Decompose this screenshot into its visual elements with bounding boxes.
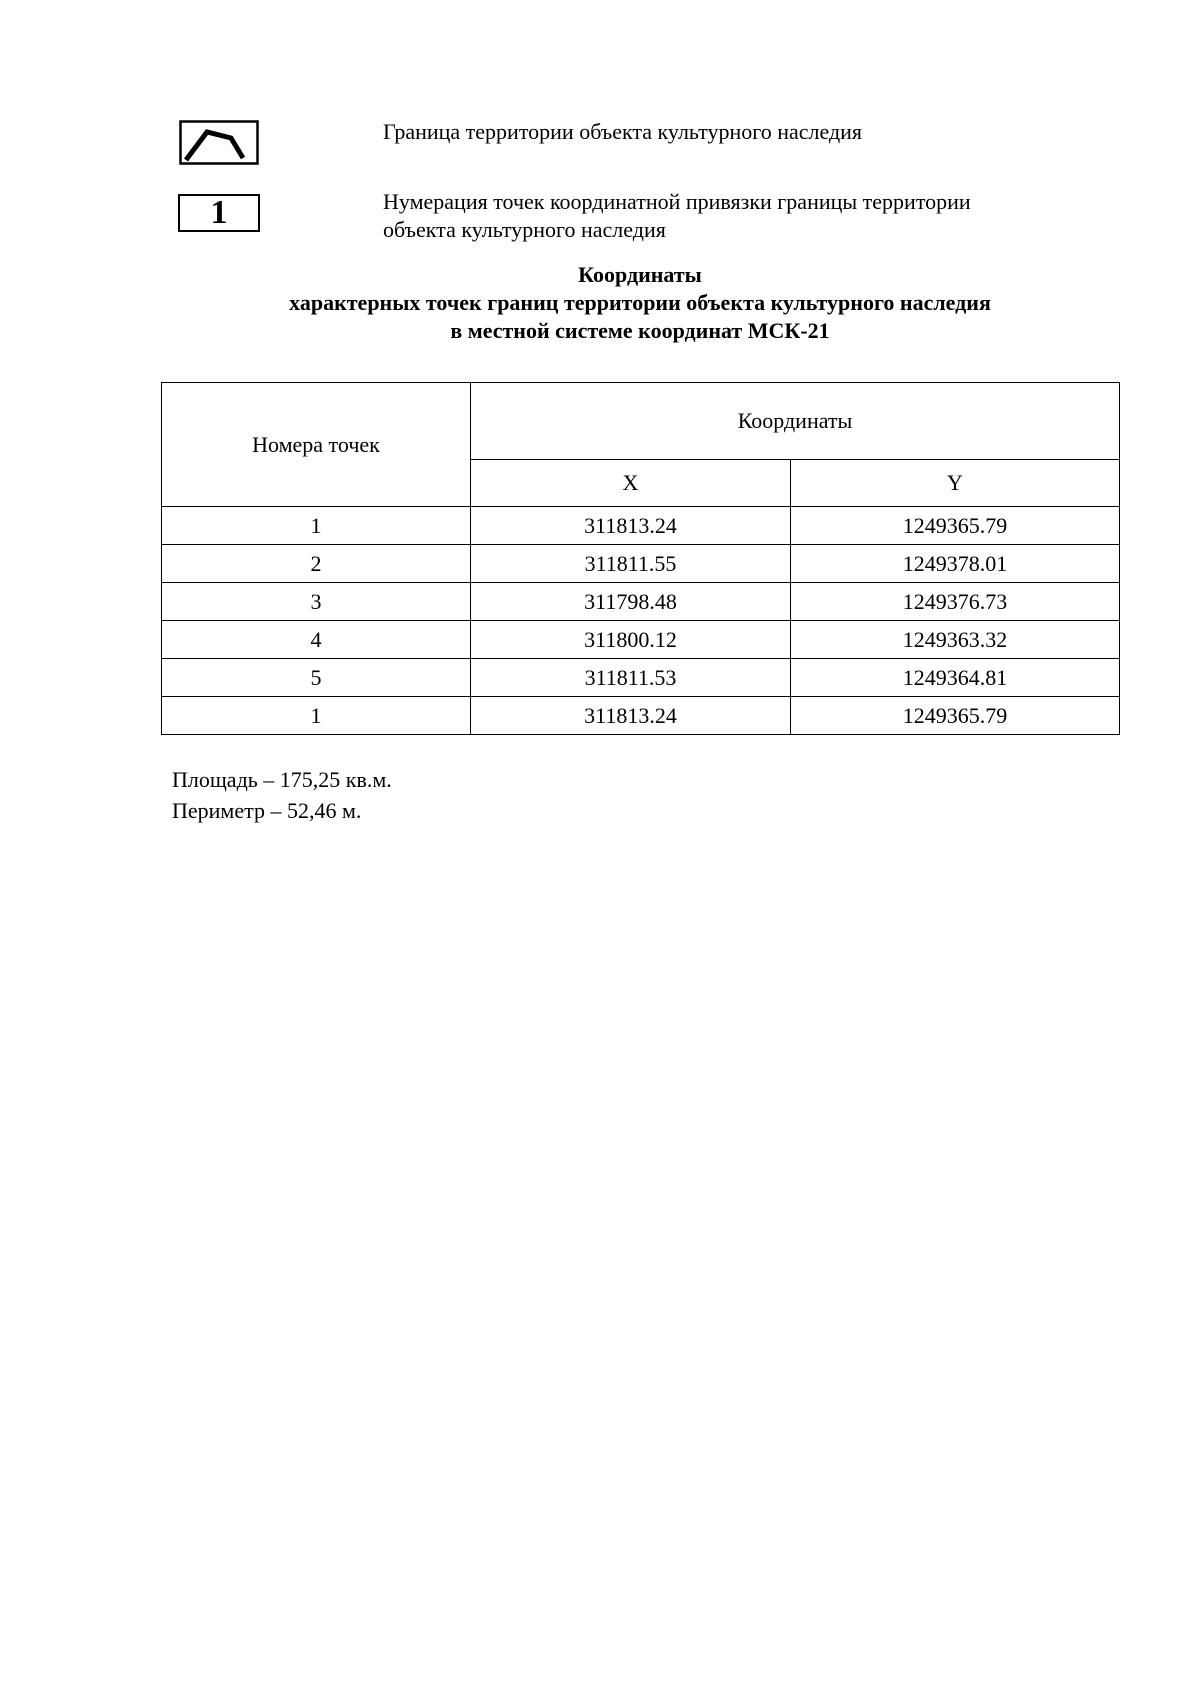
perimeter-text: Периметр – 52,46 м. xyxy=(172,798,362,823)
cell-point: 1 xyxy=(162,507,471,545)
legend-point-numbering-label-line1: Нумерация точек координатной привязки границы территории xyxy=(383,189,971,214)
area-text: Площадь – 175,25 кв.м. xyxy=(172,767,392,792)
header-coordinates: Координаты xyxy=(471,383,1120,460)
cell-x: 311811.53 xyxy=(471,659,791,697)
table-row xyxy=(162,507,1120,545)
point-number-icon xyxy=(178,194,260,232)
cell-y: 1249363.32 xyxy=(791,621,1120,659)
cell-x: 311798.48 xyxy=(471,583,791,621)
table-row xyxy=(162,621,1120,659)
cell-x: 311813.24 xyxy=(471,507,791,545)
coordinates-table xyxy=(161,382,1120,735)
legend-boundary-label: Граница территории объекта культурного наследия xyxy=(383,119,863,144)
table-row xyxy=(162,697,1120,735)
cell-y: 1249376.73 xyxy=(791,583,1120,621)
point-number-icon-label: 1 xyxy=(210,194,228,231)
boundary-line-icon xyxy=(179,120,259,170)
cell-x: 311811.55 xyxy=(471,545,791,583)
document-title xyxy=(160,261,1120,345)
table-header-row xyxy=(162,383,1120,460)
cell-y: 1249378.01 xyxy=(791,545,1120,583)
table-row xyxy=(162,583,1120,621)
title-line-2: характерных точек границ территории объекта культурного наследия xyxy=(289,290,991,315)
title-line-3: в местной системе координат МСК-21 xyxy=(450,318,830,343)
cell-y: 1249364.81 xyxy=(791,659,1120,697)
header-y: Y xyxy=(791,460,1120,507)
cell-point: 4 xyxy=(162,621,471,659)
cell-y: 1249365.79 xyxy=(791,507,1120,545)
title-line-1: Координаты xyxy=(578,262,702,287)
cell-x: 311813.24 xyxy=(471,697,791,735)
table-row xyxy=(162,659,1120,697)
cell-point: 2 xyxy=(162,545,471,583)
cell-point: 3 xyxy=(162,583,471,621)
legend-point-numbering-label-line2: объекта культурного наследия xyxy=(383,217,666,242)
cell-point: 5 xyxy=(162,659,471,697)
cell-x: 311800.12 xyxy=(471,621,791,659)
cell-y: 1249365.79 xyxy=(791,697,1120,735)
header-point-numbers: Номера точек xyxy=(162,383,471,507)
header-x: X xyxy=(471,460,791,507)
cell-point: 1 xyxy=(162,697,471,735)
table-row xyxy=(162,545,1120,583)
summary-block xyxy=(172,764,392,826)
